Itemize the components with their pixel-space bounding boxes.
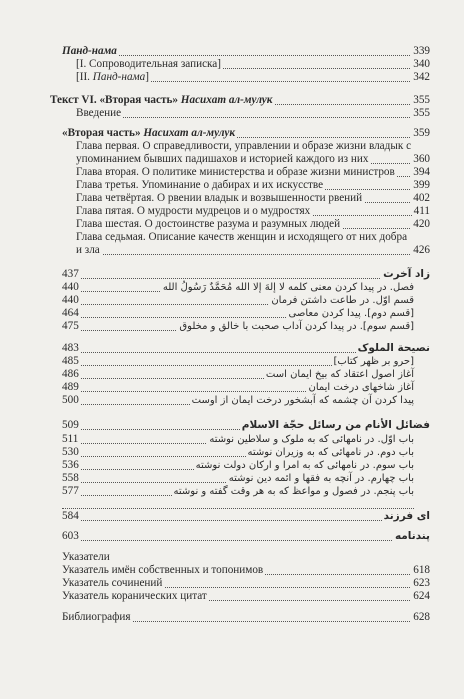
toc-entry-index-works [62,577,430,590]
entry-page: 558 [62,472,79,484]
entry-label: Библиография [62,611,131,623]
fa-section-1-item-3 [62,307,414,320]
leader-dots [62,508,414,509]
entry-label: Введение [76,107,122,119]
entry-label: فصل. در پیدا کردن معنی کلمه لا إلهَ إلا الله مُحَمَّدٌ رَسُولُ الله [162,282,414,293]
entry-page: 618 [413,564,430,576]
entry-page: 342 [413,71,430,83]
leader-dots [76,117,430,118]
entry-page: 475 [62,320,79,332]
entry-label: پیدا کردن آن چشمه که آبشخور درخت ایمان از اوست [191,395,414,406]
entry-label: Панд-нама [62,45,117,57]
toc-entry-intro [76,107,430,120]
entry-label: Указатель сочинений [62,577,163,589]
entry-label: [II. Панд-нама] [76,71,150,83]
leader-dots [62,520,430,521]
entry-page: 394 [413,166,430,178]
entry-label: упоминанием бывших падишахов и историей каждого из них [76,153,369,165]
entry-label: Указатель имён собственных и топонимов [62,564,264,576]
entry-page: 489 [62,381,79,393]
toc-entry-index-quran [62,590,430,603]
entry-page: 485 [62,355,79,367]
entry-label: и зла [76,244,100,256]
fa-section-3-item-2 [62,446,414,459]
entry-label: [I. Сопроводительная записка] [76,58,221,70]
entry-page: 402 [413,192,430,204]
entry-label: زاد آخرت [383,268,430,280]
entry-page: 339 [413,45,430,57]
entry-label: Глава вторая. О политике министерства и образе жизни министров [76,166,395,178]
entry-label: [قسم دوم]. پیدا کردن معاصی [288,308,414,319]
entry-page: 483 [62,342,79,354]
entry-label: Указатель коранических цитат [62,590,207,602]
toc-entry-chapter-2 [76,166,430,179]
entry-label: پندنامه [394,530,430,542]
fa-section-3-item-5 [62,485,414,498]
entry-page: 426 [413,244,430,256]
entry-page: 437 [62,268,79,280]
entry-page: 511 [62,433,79,445]
fa-section-1-item-2 [62,294,414,307]
entry-label: Глава третья. Упоминание о дабирах и их искусстве [76,179,324,191]
fa-section-1-item-1 [62,281,414,294]
fa-section-2-item-3 [62,381,414,394]
entry-page: 440 [62,294,79,306]
toc-entry-cover-note [76,58,430,71]
entry-label: فضائل الأنام من رسائل حجّة الاسلام [241,419,430,431]
leader-dots [62,278,430,279]
entry-page: 623 [413,577,430,589]
entry-label: آغاز اصول اعتقاد که بیخ ایمان است [265,369,414,380]
entry-page: 464 [62,307,79,319]
entry-label: [حرو بر ظهر کتاب] [333,356,414,367]
entry-page: 628 [413,611,430,623]
toc-entry-chapter-6 [76,218,430,231]
fa-section-3-heading [62,419,430,432]
entry-page: 359 [413,127,430,139]
entry-label: قسم اوّل. در طاعت داشتن فرمان [271,295,414,306]
entry-page: 399 [413,179,430,191]
fa-section-2-heading [62,342,430,355]
indexes-heading: Указатели [62,551,110,563]
fa-section-4-heading [62,510,430,523]
entry-page: 355 [413,107,430,119]
entry-page: 584 [62,510,79,522]
toc-entry-chapter-1 [76,153,430,166]
leader-dots [76,254,430,255]
entry-page: 577 [62,485,79,497]
fa-section-2-item-4 [62,394,414,407]
entry-page: 500 [62,394,79,406]
fa-section-2-item-2 [62,368,414,381]
entry-page: 440 [62,281,79,293]
entry-label: باب اوّل. در نامهائی که به ملوک و سلاطین نوشته [209,434,414,445]
toc-entry-text-vi [50,94,430,107]
entry-label: باب سوم. در نامهائی که به امرا و ارکان دولت نوشته [195,460,414,471]
entry-label: Текст VI. «Вторая часть» Насихат ал-мулук [50,94,273,106]
toc-entry-chapter-7 [76,244,430,257]
entry-page: 603 [62,530,79,542]
entry-label: آغاز شاخهای درخت ایمان [308,382,414,393]
chapter-1-line-1: Глава первая. О справедливости, управлении и образе жизни владык с [76,140,412,152]
entry-label: Глава четвёртая. О рвении владык и возвышенности рвений [76,192,363,204]
entry-label: باب پنجم. در فصول و مواعظ که به هر وقت گفته و نوشته [173,486,414,497]
toc-entry-chapter-3 [76,179,430,192]
entry-page: 340 [413,58,430,70]
fa-section-3-item-4 [62,472,414,485]
entry-label: Глава шестая. О достоинстве разума и разумных людей [76,218,341,230]
entry-label: ای فرزند [383,510,430,522]
entry-page: 624 [413,590,430,602]
entry-label: [قسم سوم]. در پیدا کردن آداب صحبت با خالق و مخلوق [179,321,414,332]
entry-page: 486 [62,368,79,380]
entry-label: Глава пятая. О мудрости мудрецов и о мудростях [76,205,311,217]
entry-page: 355 [413,94,430,106]
toc-entry-chapter-4 [76,192,430,205]
entry-page: 360 [413,153,430,165]
chapter-7-line-1: Глава седьмая. Описание качеств женщин и исходящего от них добра [76,231,408,243]
entry-label: نصیحة الملوک [357,342,430,354]
toc-entry-pand-nama [62,45,430,58]
leader-dots [62,540,430,541]
toc-entry-pand-nama-sub [76,71,430,84]
entry-label: باب چهارم. در آنچه به فقها و ائمه دین نوشته [228,473,414,484]
fa-section-1-item-4 [62,320,414,333]
entry-label: «Вторая часть» Насихат ал-мулук [62,127,235,139]
toc-entry-bibliography [62,611,430,624]
entry-label: باب دوم. در نامهائی که به وزیران نوشته [247,447,414,458]
entry-page: 509 [62,419,79,431]
fa-section-3-item-3 [62,459,414,472]
fa-section-3-item-1 [62,433,414,446]
fa-section-1-heading [62,268,430,281]
fa-section-5-heading [62,530,430,543]
entry-page: 530 [62,446,79,458]
toc-entry-chapter-5 [76,205,430,218]
entry-page: 536 [62,459,79,471]
toc-entry-second-part [62,127,430,140]
fa-section-2-item-1 [62,355,414,368]
toc-entry-index-names [62,564,430,577]
entry-page: 420 [413,218,430,230]
entry-page: 411 [413,205,430,217]
